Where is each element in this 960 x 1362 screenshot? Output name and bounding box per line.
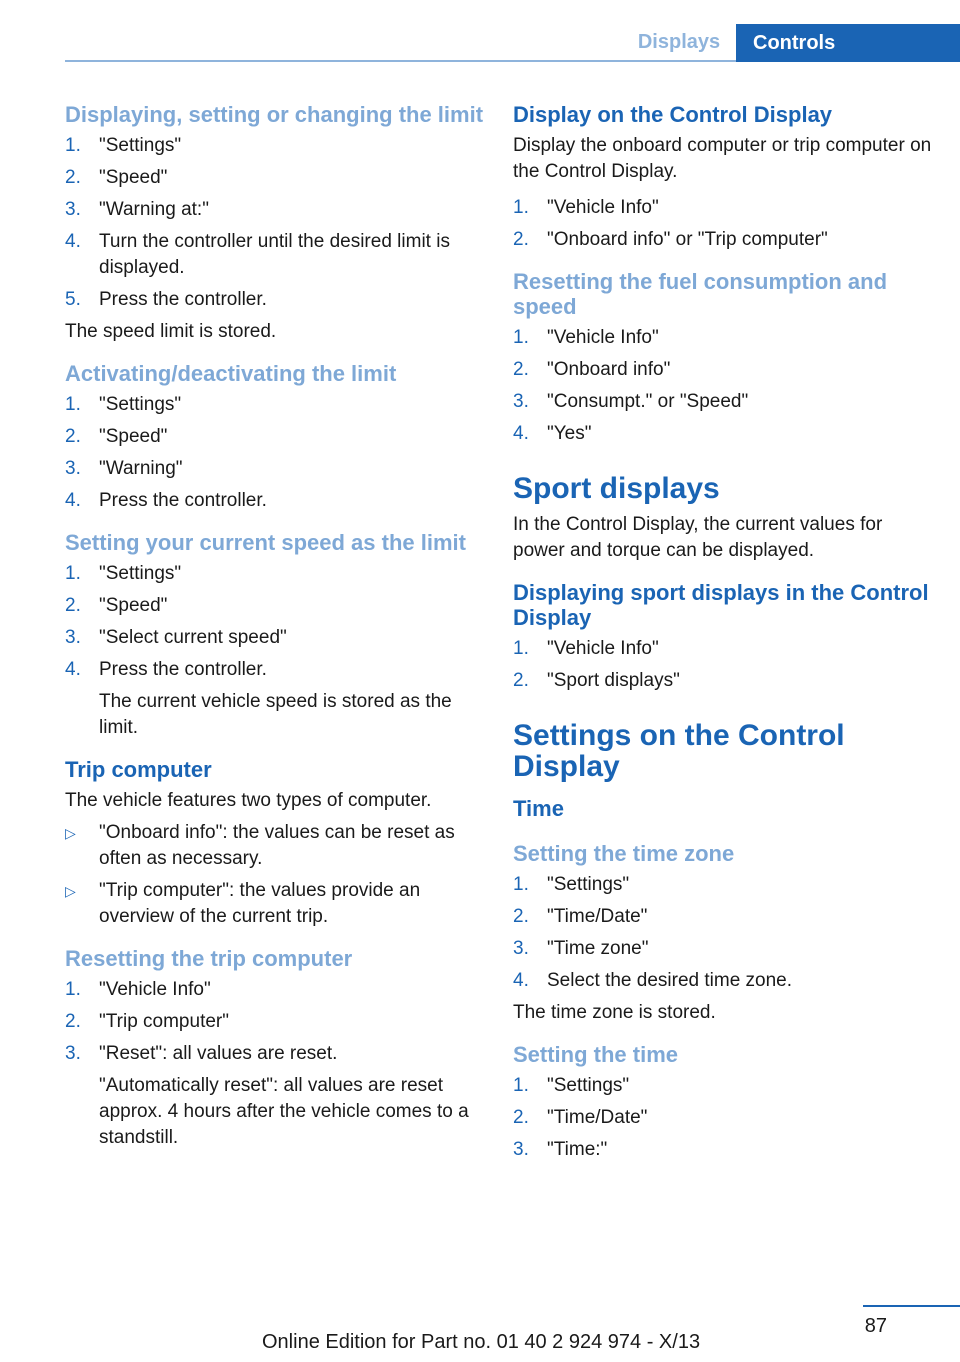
steps-displaying-limit xyxy=(65,133,485,313)
heading-sport-displays: Sport displays xyxy=(513,472,720,505)
list-item: 2. "Time/Date" xyxy=(513,1107,648,1128)
heading-activating-limit: Activating/deactivating the limit xyxy=(65,361,397,386)
page-number-rule xyxy=(863,1305,960,1307)
heading-time: Time xyxy=(513,796,564,821)
list-item: 4. Turn the controller until the desired limit is displayed. xyxy=(65,231,450,278)
list-item: 3. "Reset": all values are reset. "Automatically reset": all values are reset approx. 4 hours after the vehicle comes to a standstill. xyxy=(65,1041,485,1151)
list-item: 2. "Speed" xyxy=(65,167,168,188)
list-item: 2. "Trip computer" xyxy=(65,1011,229,1032)
list-item: 4. Select the desired time zone. xyxy=(513,970,793,991)
intro-sport-displays: In the Control Display, the current values for power and torque can be displayed. xyxy=(513,514,883,561)
list-item: 4. Press the controller. The current vehicle speed is stored as the limit. xyxy=(65,657,485,741)
intro-display-control-display: Display the onboard computer or trip computer on the Control Display. xyxy=(513,135,932,182)
list-item: 3. "Warning at:" xyxy=(65,199,209,220)
list-item: 3. "Consumpt." or "Speed" xyxy=(513,391,749,412)
steps-resetting-fuel xyxy=(513,325,938,447)
heading-displaying-limit: Displaying, setting or changing the limit xyxy=(65,102,484,127)
steps-displaying-sport xyxy=(513,636,938,694)
list-item: 1. "Settings" xyxy=(513,1075,630,1096)
list-item: 3. "Time:" xyxy=(513,1139,608,1160)
heading-trip-computer: Trip computer xyxy=(65,757,212,782)
heading-current-speed-limit: Setting your current speed as the limit xyxy=(65,530,466,555)
left-column xyxy=(65,102,485,1157)
steps-display-control-display xyxy=(513,195,938,253)
list-item: 1. "Settings" xyxy=(513,874,630,895)
list-item: 3. "Warning" xyxy=(65,458,183,479)
list-item: 5. Press the controller. xyxy=(65,289,267,310)
sub-note: "Automatically reset": all values are reset approx. 4 hours after the vehicle comes to a standstill. xyxy=(99,1075,469,1148)
right-column xyxy=(513,102,938,1169)
note-time-zone-stored: The time zone is stored. xyxy=(513,1002,716,1023)
list-item: 1. "Settings" xyxy=(65,394,182,415)
heading-setting-time: Setting the time xyxy=(513,1042,679,1067)
list-item: 1. "Vehicle Info" xyxy=(513,197,659,218)
heading-setting-time-zone: Setting the time zone xyxy=(513,841,735,866)
list-item: ▷ "Trip computer": the values provide an overview of the current trip. xyxy=(65,880,421,927)
list-item: 2. "Time/Date" xyxy=(513,906,648,927)
sub-note: The current vehicle speed is stored as the limit. xyxy=(99,691,452,738)
list-item: 2. "Sport displays" xyxy=(513,670,680,691)
steps-current-speed-limit xyxy=(65,561,485,741)
heading-displaying-sport: Displaying sport displays in the Control Display xyxy=(513,580,929,630)
note-limit-stored: The speed limit is stored. xyxy=(65,321,277,342)
heading-settings-control-display: Settings on the Control Display xyxy=(513,719,845,783)
triangle-bullet-icon: ▷ xyxy=(65,825,76,841)
heading-resetting-trip-computer: Resetting the trip computer xyxy=(65,946,353,971)
list-item: 1. "Vehicle Info" xyxy=(513,327,659,348)
intro-trip-computer: The vehicle features two types of computer. xyxy=(65,790,432,811)
section-tab-displays[interactable]: Displays xyxy=(637,31,721,53)
list-item: 1. "Settings" xyxy=(65,563,182,584)
steps-resetting-trip-computer xyxy=(65,977,485,1151)
list-item: 2. "Onboard info" or "Trip computer" xyxy=(513,229,828,250)
list-item: 4. "Yes" xyxy=(513,423,592,444)
list-item: 3. "Time zone" xyxy=(513,938,649,959)
list-item: 1. "Vehicle Info" xyxy=(65,979,211,1000)
steps-activating-limit xyxy=(65,392,485,514)
steps-setting-time xyxy=(513,1073,938,1163)
list-item: 4. Press the controller. xyxy=(65,490,267,511)
list-item: 2. "Onboard info" xyxy=(513,359,671,380)
footer-edition: Online Edition for Part no. 01 40 2 924 974 - X/13 xyxy=(262,1331,701,1353)
heading-resetting-fuel: Resetting the fuel consumption and speed xyxy=(513,269,888,319)
list-item: 2. "Speed" xyxy=(65,426,168,447)
page-number: 87 xyxy=(864,1315,887,1337)
bullets-trip-computer xyxy=(65,820,485,930)
list-item: 1. "Vehicle Info" xyxy=(513,638,659,659)
list-item: 3. "Select current speed" xyxy=(65,627,287,648)
chapter-tab-controls[interactable]: Controls xyxy=(736,24,960,62)
heading-display-control-display: Display on the Control Display xyxy=(513,102,833,127)
list-item: ▷ "Onboard info": the values can be reset as often as necessary. xyxy=(65,822,455,869)
steps-setting-time-zone xyxy=(513,872,938,994)
triangle-bullet-icon: ▷ xyxy=(65,883,76,899)
list-item: 1. "Settings" xyxy=(65,135,182,156)
list-item: 2. "Speed" xyxy=(65,595,168,616)
